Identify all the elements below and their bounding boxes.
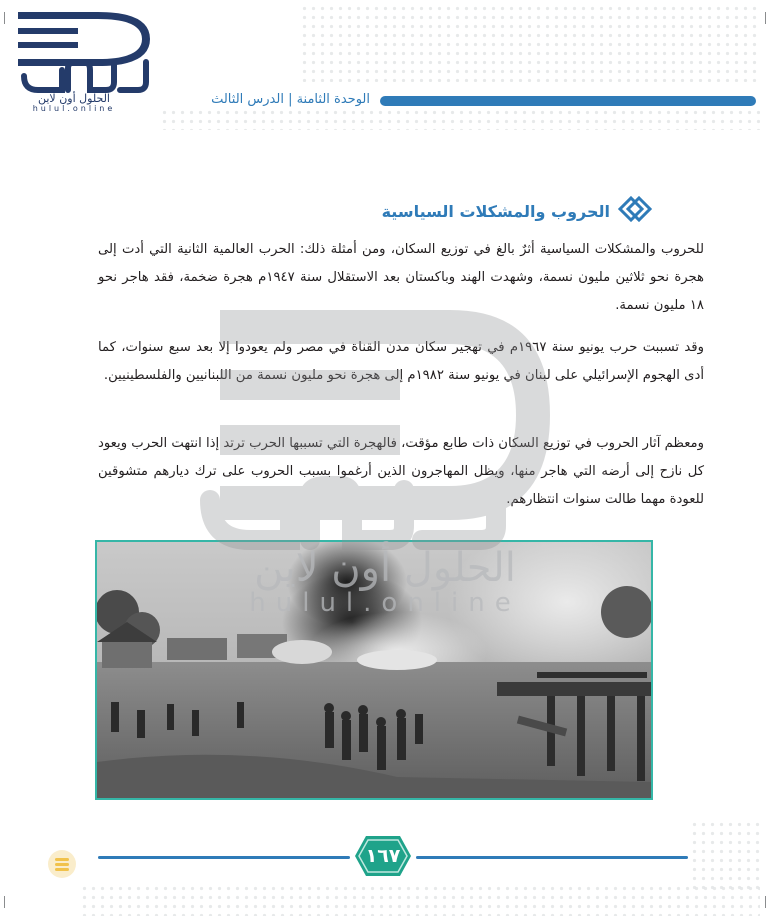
footer-line-right bbox=[416, 856, 688, 859]
section-title: الحروب والمشكلات السياسية bbox=[381, 201, 610, 221]
logo-mark-icon bbox=[10, 6, 155, 96]
paragraph-3: ومعظم آثار الحروب في توزيع السكان ذات طابع مؤقت، فالهجرة التي تسببها الحرب ترتد إذا انتهت الحرب ويعود كل نازح إلى أرضه التي هاجر منها، ويظل المهاجرون الذين أرغموا بسبب الحروب على ترك ديارهم متشوقين للعودة مهما طالت سنوات انتظارهم. bbox=[98, 436, 704, 507]
dot-pattern-top-band bbox=[160, 108, 760, 130]
breadcrumb: الوحدة الثامنة | الدرس الثالث bbox=[211, 92, 370, 107]
footer-line-left bbox=[98, 856, 350, 859]
crop-mark bbox=[4, 896, 5, 908]
logo-subtitle: الحلول أون لاين bbox=[38, 92, 110, 105]
logo-latin-text: hulul.online bbox=[32, 104, 116, 113]
header-accent-bar bbox=[380, 96, 756, 106]
paragraph-2: وقد تسببت حرب يونيو سنة ١٩٦٧م في تهجير سكان مدن القناة في مصر ولم يعودوا إلا بعد سبع سنوات، كما أدى الهجوم الإسرائيلي على لبنان في يونيو سنة ١٩٨٢م إلى هجرة نحو مليون نسمة من اللبنانيين والفلسطينيين. bbox=[98, 340, 704, 383]
double-diamond-icon bbox=[618, 196, 652, 226]
dot-pattern-bottom bbox=[80, 884, 760, 916]
section-heading bbox=[382, 196, 652, 226]
dot-pattern-top bbox=[300, 4, 760, 82]
crop-mark bbox=[765, 896, 766, 908]
dot-pattern-bottom-right bbox=[690, 820, 760, 890]
watermark-arabic: الحلول أون لاين bbox=[254, 545, 516, 591]
lightbulb-corner-icon bbox=[46, 848, 78, 880]
crop-mark bbox=[765, 12, 766, 24]
watermark-latin: hulul.online bbox=[249, 588, 521, 618]
crop-mark bbox=[4, 12, 5, 24]
paragraph-1: للحروب والمشكلات السياسية أثرٌ بالغ في توزيع السكان، ومن أمثلة ذلك: الحرب العالمية الثانية التي أدت إلى هجرة نحو ثلاثين مليون نسمة، وشهدت الهند وباكستان بعد الاستقلال سنة ١٩٤٧م هجرة ضخمة، فقد هاجر نحو ١٨ مليون نسمة. bbox=[98, 242, 705, 313]
page-number: ١٦٧ bbox=[365, 845, 401, 867]
